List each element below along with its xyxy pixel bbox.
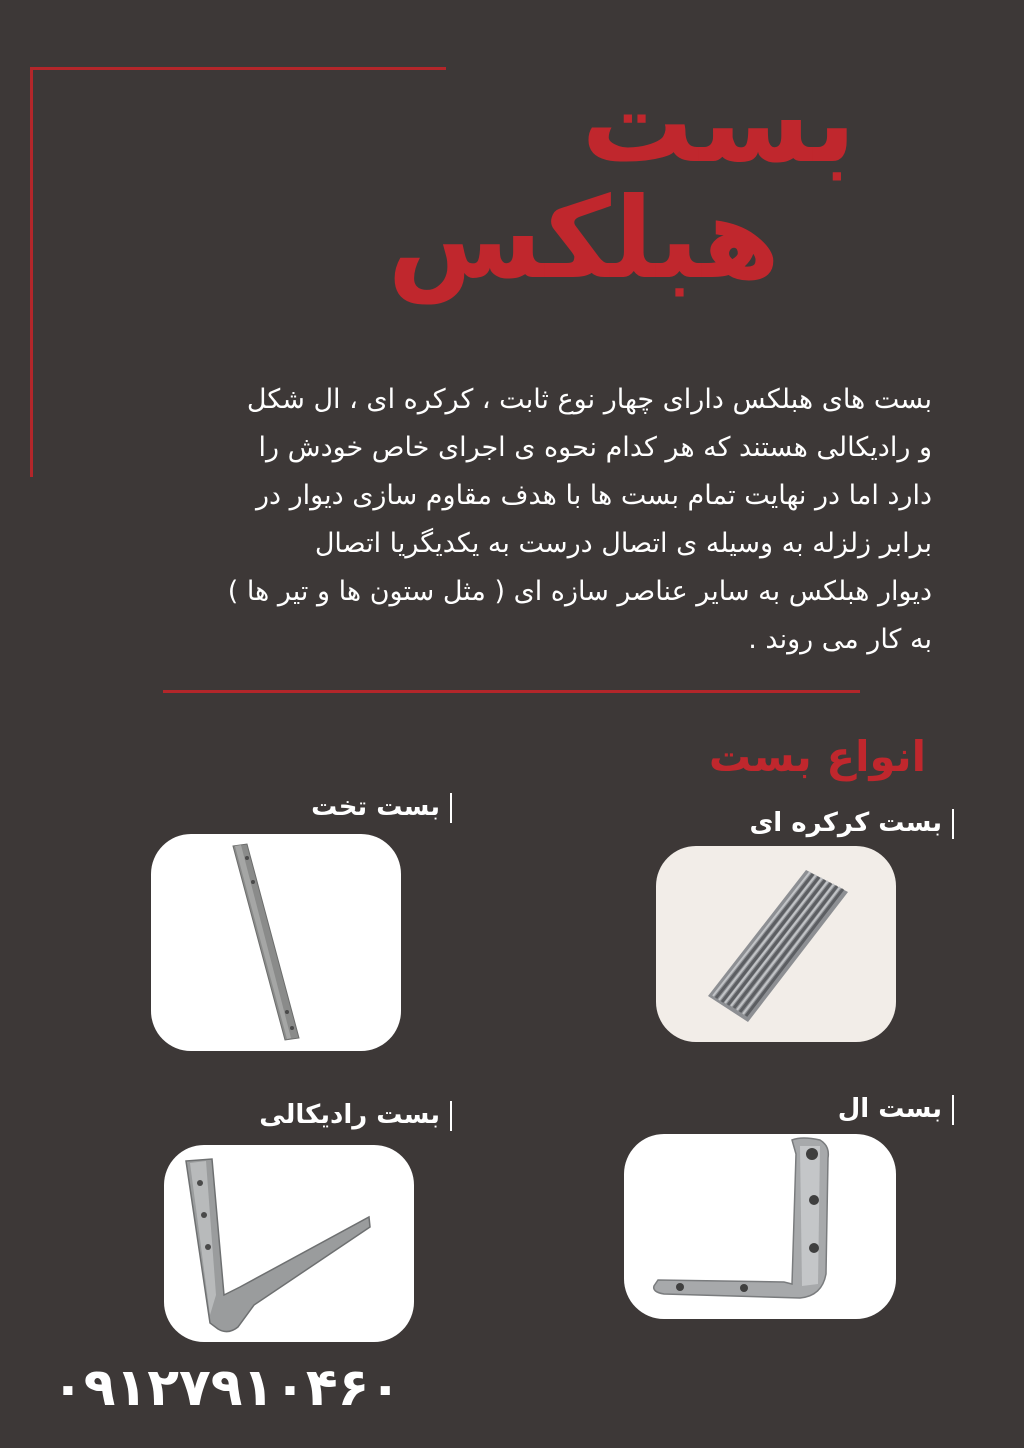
label-bar [450,793,452,823]
type-label-l [838,1094,954,1125]
type-label-flat-text: بست تخت [311,792,440,822]
description-line: دیوار هبلکس به سایر عناصر سازه ای ( مثل ستون ها و تیر ها ) [227,576,932,607]
description-paragraph [96,376,932,664]
description-line: و رادیکالی هستند که هر کدام نحوه ی اجرای خاص خودش را [258,432,932,463]
frame-left-line [30,67,33,477]
type-label-l-text: بست ال [837,1094,942,1124]
phone-number[interactable]: ۰۹۱۲۷۹۱۰۴۶۰ [52,1358,402,1418]
frame-top-line [30,67,446,70]
flat-strap-image [151,834,401,1051]
type-label-flat [311,792,452,823]
label-bar [450,1101,452,1131]
title-line-2: هبلکس [387,174,780,304]
types-heading: انواع بست [708,732,926,781]
radical-bracket-icon [164,1145,414,1342]
description-line: بست های هبلکس دارای چهار نوع ثابت ، کرکره ای ، ال شکل [246,384,932,415]
type-label-corrugated [749,808,954,839]
title-line-1: بست [581,58,856,188]
type-label-radical-text: بست رادیکالی [259,1100,440,1130]
description-line: به کار می روند . [748,624,932,655]
type-label-corrugated-text: بست کرکره ای [749,808,942,838]
description-line: دارد اما در نهایت تمام بست ها با هدف مقاوم سازی دیوار در [255,480,932,511]
label-bar [952,1095,954,1125]
corrugated-tie-icon [656,846,896,1042]
l-bracket-icon [624,1134,896,1319]
radical-bracket-image [164,1145,414,1342]
type-label-radical [259,1100,452,1131]
flat-strap-icon [151,834,401,1051]
description-line: برابر زلزله به وسیله ی اتصال درست به یکدیگریا اتصال [314,528,932,559]
l-bracket-image [624,1134,896,1319]
section-divider [163,690,860,693]
label-bar [952,809,954,839]
corrugated-tie-image [656,846,896,1042]
